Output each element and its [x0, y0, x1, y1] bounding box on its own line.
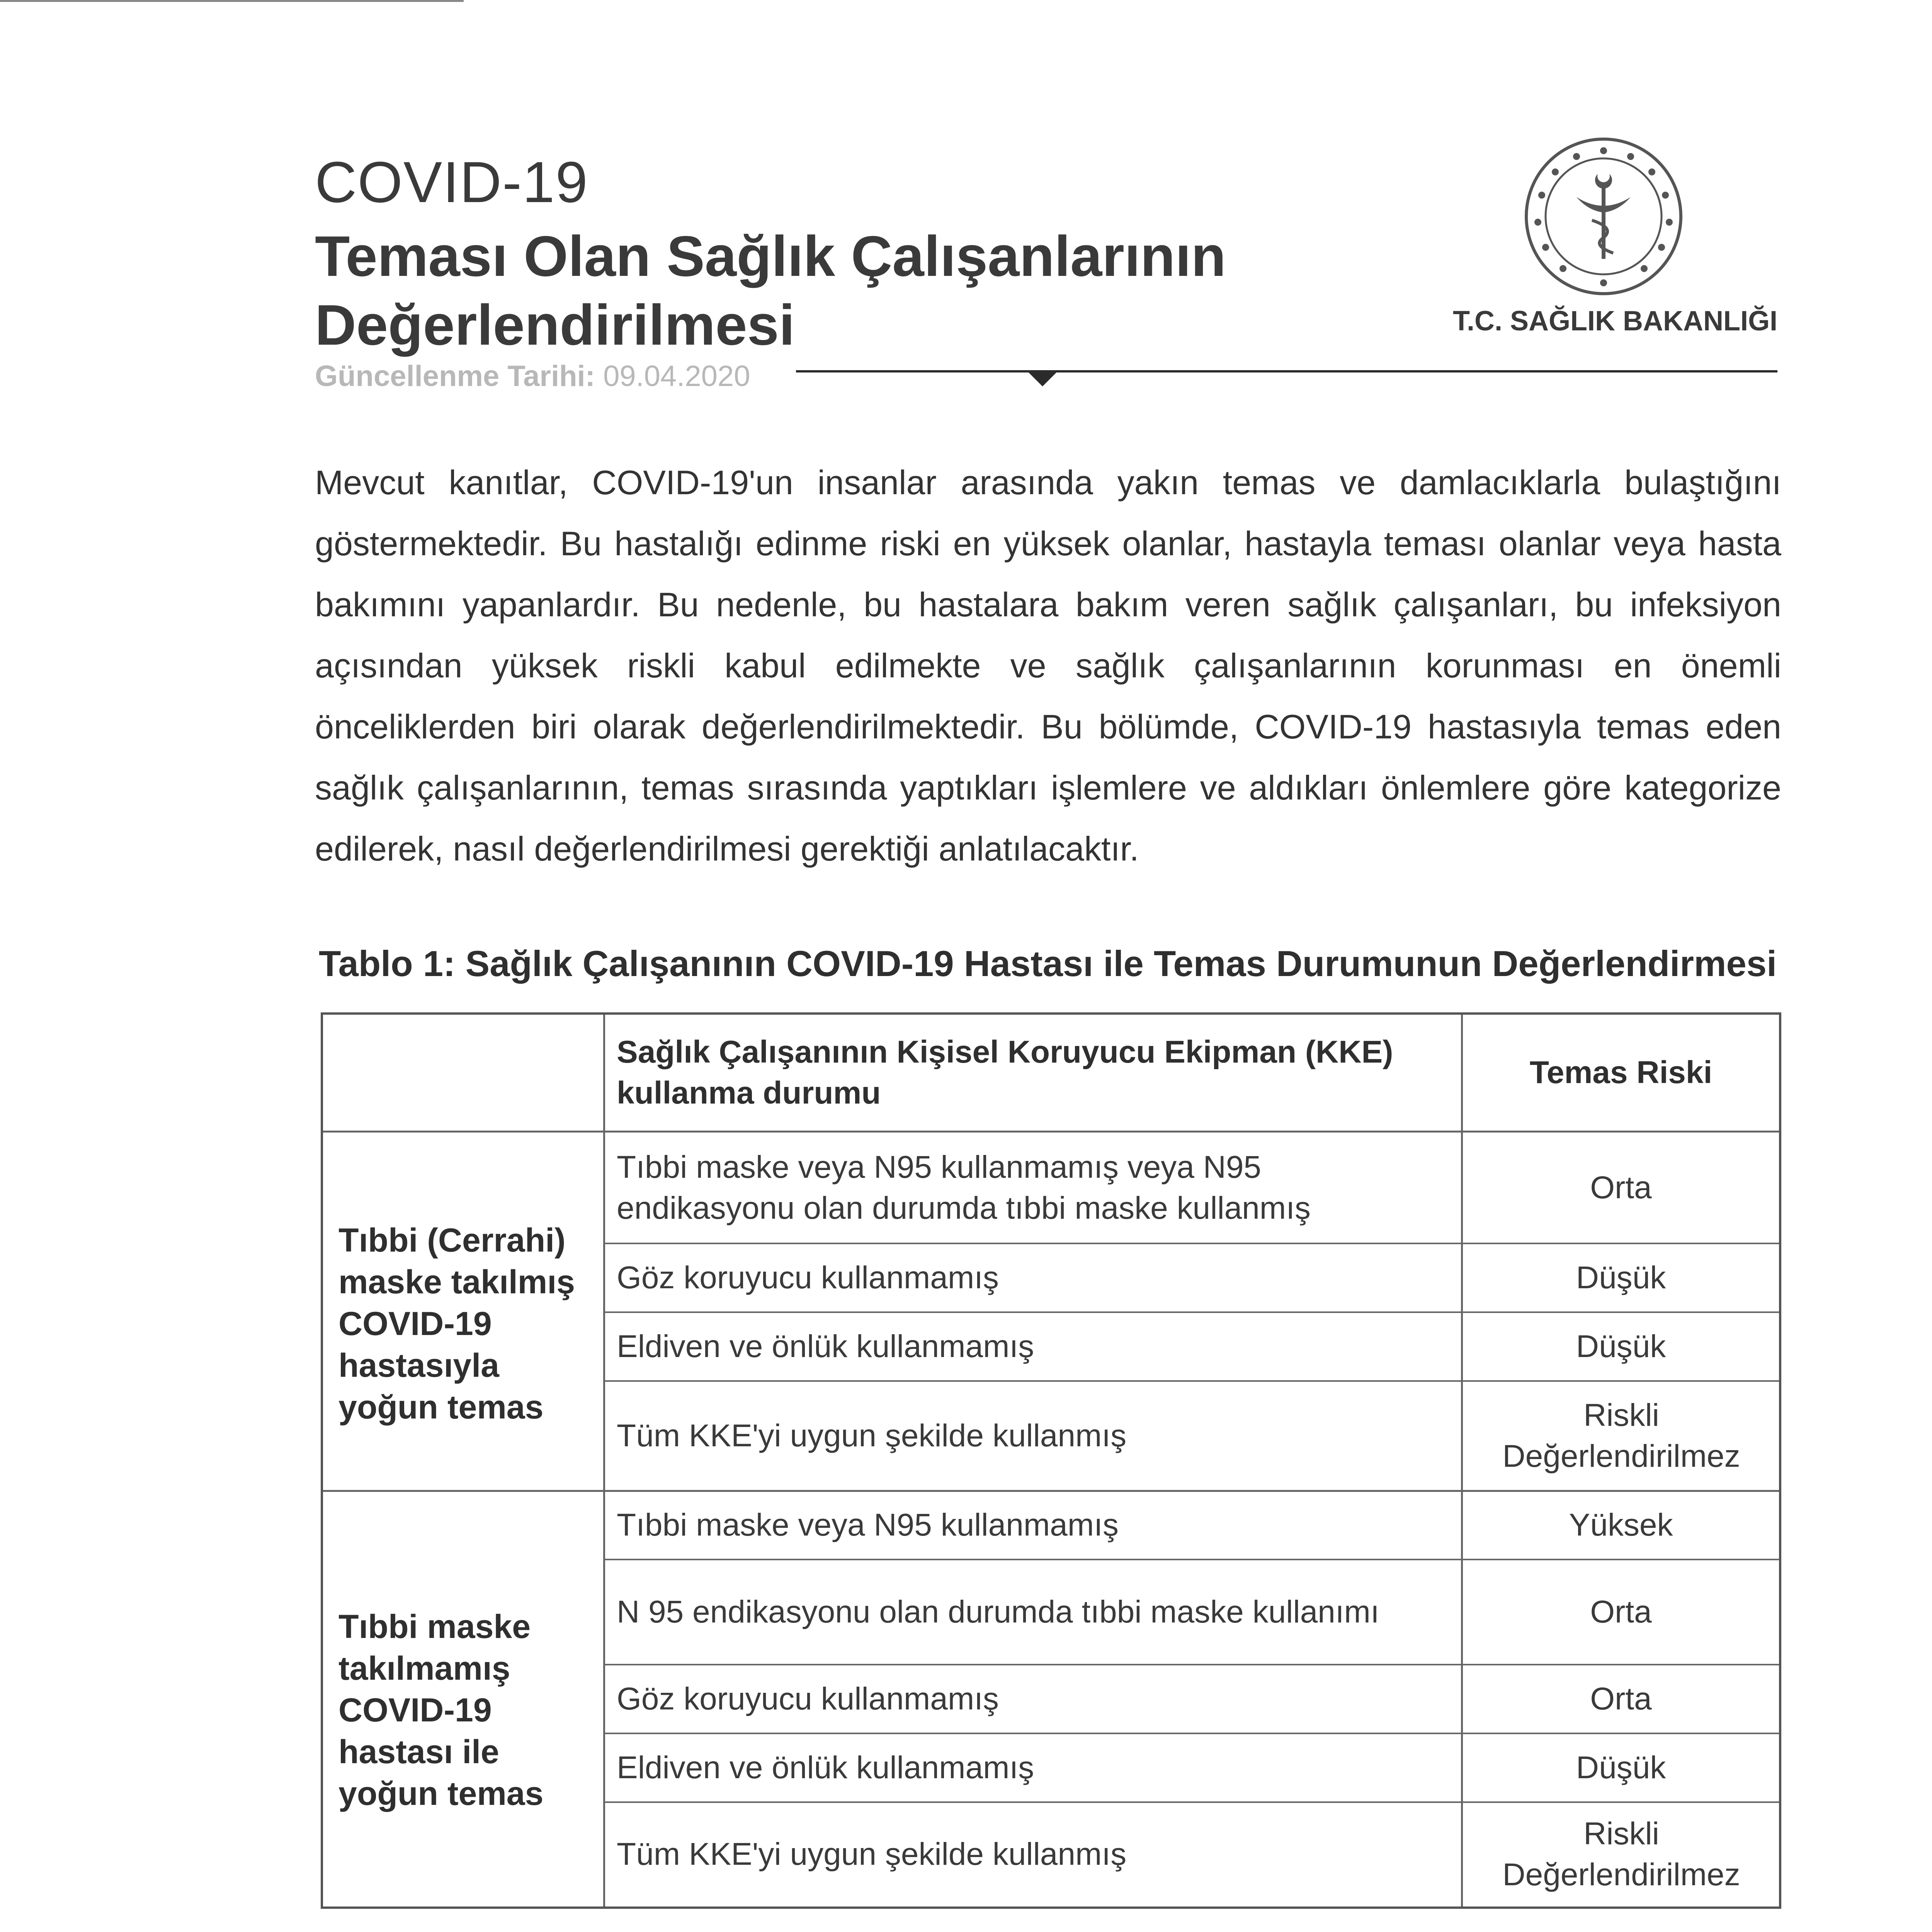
- ministry-seal-icon: [1519, 131, 1689, 301]
- table-cell-risk: Riskli Değerlendirilmez: [1502, 1398, 1740, 1474]
- page-title-line2: Değerlendirilmesi: [315, 293, 795, 357]
- table-row-divider: [604, 1664, 1779, 1665]
- update-date-label: Güncellenme Tarihi:: [315, 360, 595, 393]
- table-caption-text: Sağlık Çalışanının COVID-19 Hastası ile Temas Durumunun Değerlendirmesi: [455, 943, 1777, 984]
- table-cell-risk: Düşük: [1576, 1329, 1666, 1364]
- table-group-divider: [323, 1490, 1779, 1492]
- table-row-divider: [604, 1311, 1779, 1313]
- table-cell-ppe: Eldiven ve önlük kullanmamış: [617, 1329, 1034, 1364]
- table-cell-ppe: Tüm KKE'yi uygun şekilde kullanmış: [617, 1837, 1127, 1872]
- table-cell-ppe: Göz koruyucu kullanmamış: [617, 1681, 999, 1716]
- table-cell-ppe: Göz koruyucu kullanmamış: [617, 1260, 999, 1295]
- table-row-divider: [604, 1801, 1779, 1803]
- table-group-label-1: Tıbbi (Cerrahi) maske takılmış COVID-19 hastasıyla yoğun temas: [338, 1222, 575, 1426]
- table-caption: [319, 943, 1777, 985]
- intro-paragraph: Mevcut kanıtlar, COVID-19'un insanlar arasında yakın temas ve damlacıklarla bulaştığını göstermektedir. Bu hastalığı edinme riski en yüksek olanlar, hastayla teması olanlar veya hasta bakımını yapanlardır. Bu nedenle, bu hastalara bakım veren sağlık çalışanları, bu infeksiyon açısından yüksek riskli kabul edilmekte ve sağlık çalışanlarının korunması en önemli önceliklerden biri olarak değerlendirilmektedir. Bu bölümde, COVID-19 hastasıyla temas eden sağlık çalışanlarının, temas sırasında yaptıkları işlemlere ve aldıkları önlemlere göre kategorize edilerek, nasıl değerlendirilmesi gerektiği anlatılacaktır.: [315, 463, 1781, 868]
- table-cell-ppe: Tıbbi maske veya N95 kullanmamış: [617, 1507, 1119, 1543]
- table-cell-risk: Orta: [1590, 1594, 1652, 1629]
- table-cell-risk: Düşük: [1576, 1260, 1666, 1295]
- table-col-divider-1: [603, 1015, 605, 1906]
- table-cell-ppe: Tıbbi maske veya N95 kullanmamış veya N95 endikasyonu olan durumda tıbbi maske kullanmış: [617, 1149, 1311, 1226]
- header-divider-arrow-icon: [1028, 372, 1057, 386]
- contact-risk-table: [321, 1012, 1781, 1909]
- table-cell-ppe: Eldiven ve önlük kullanmamış: [617, 1750, 1034, 1785]
- table-row-divider: [604, 1380, 1779, 1382]
- table-row-divider: [604, 1243, 1779, 1244]
- table-cell-ppe: N 95 endikasyonu olan durumda tıbbi maske kullanımı: [617, 1594, 1379, 1629]
- table-row-divider: [604, 1733, 1779, 1734]
- table-cell-risk: Orta: [1590, 1170, 1652, 1205]
- page-title-line1: Teması Olan Sağlık Çalışanlarının: [315, 224, 1226, 288]
- table-cell-risk: Yüksek: [1569, 1507, 1673, 1543]
- table-header-divider: [323, 1131, 1779, 1133]
- update-date-value: 09.04.2020: [603, 360, 750, 393]
- table-header-ppe: Sağlık Çalışanının Kişisel Koruyucu Ekipman (KKE) kullanma durumu: [617, 1034, 1393, 1111]
- table-header-risk: Temas Riski: [1529, 1055, 1713, 1090]
- table-cell-ppe: Tüm KKE'yi uygun şekilde kullanmış: [617, 1418, 1127, 1453]
- table-cell-risk: Riskli Değerlendirilmez: [1502, 1816, 1740, 1892]
- header-covid: COVID-19: [315, 150, 588, 214]
- header-divider: [796, 370, 1777, 372]
- table-row-divider: [604, 1559, 1779, 1560]
- scan-edge-line: [0, 0, 464, 2]
- table-group-label-2: Tıbbi maske takılmamış COVID-19 hastası ile yoğun temas: [338, 1608, 544, 1812]
- page-title: [315, 222, 1397, 360]
- update-date-row: [315, 359, 750, 393]
- table-cell-risk: Orta: [1590, 1681, 1652, 1716]
- table-cell-risk: Düşük: [1576, 1750, 1666, 1785]
- table-caption-number: Tablo 1:: [319, 943, 456, 984]
- ministry-name: T.C. SAĞLIK BAKANLIĞI: [1453, 306, 1777, 337]
